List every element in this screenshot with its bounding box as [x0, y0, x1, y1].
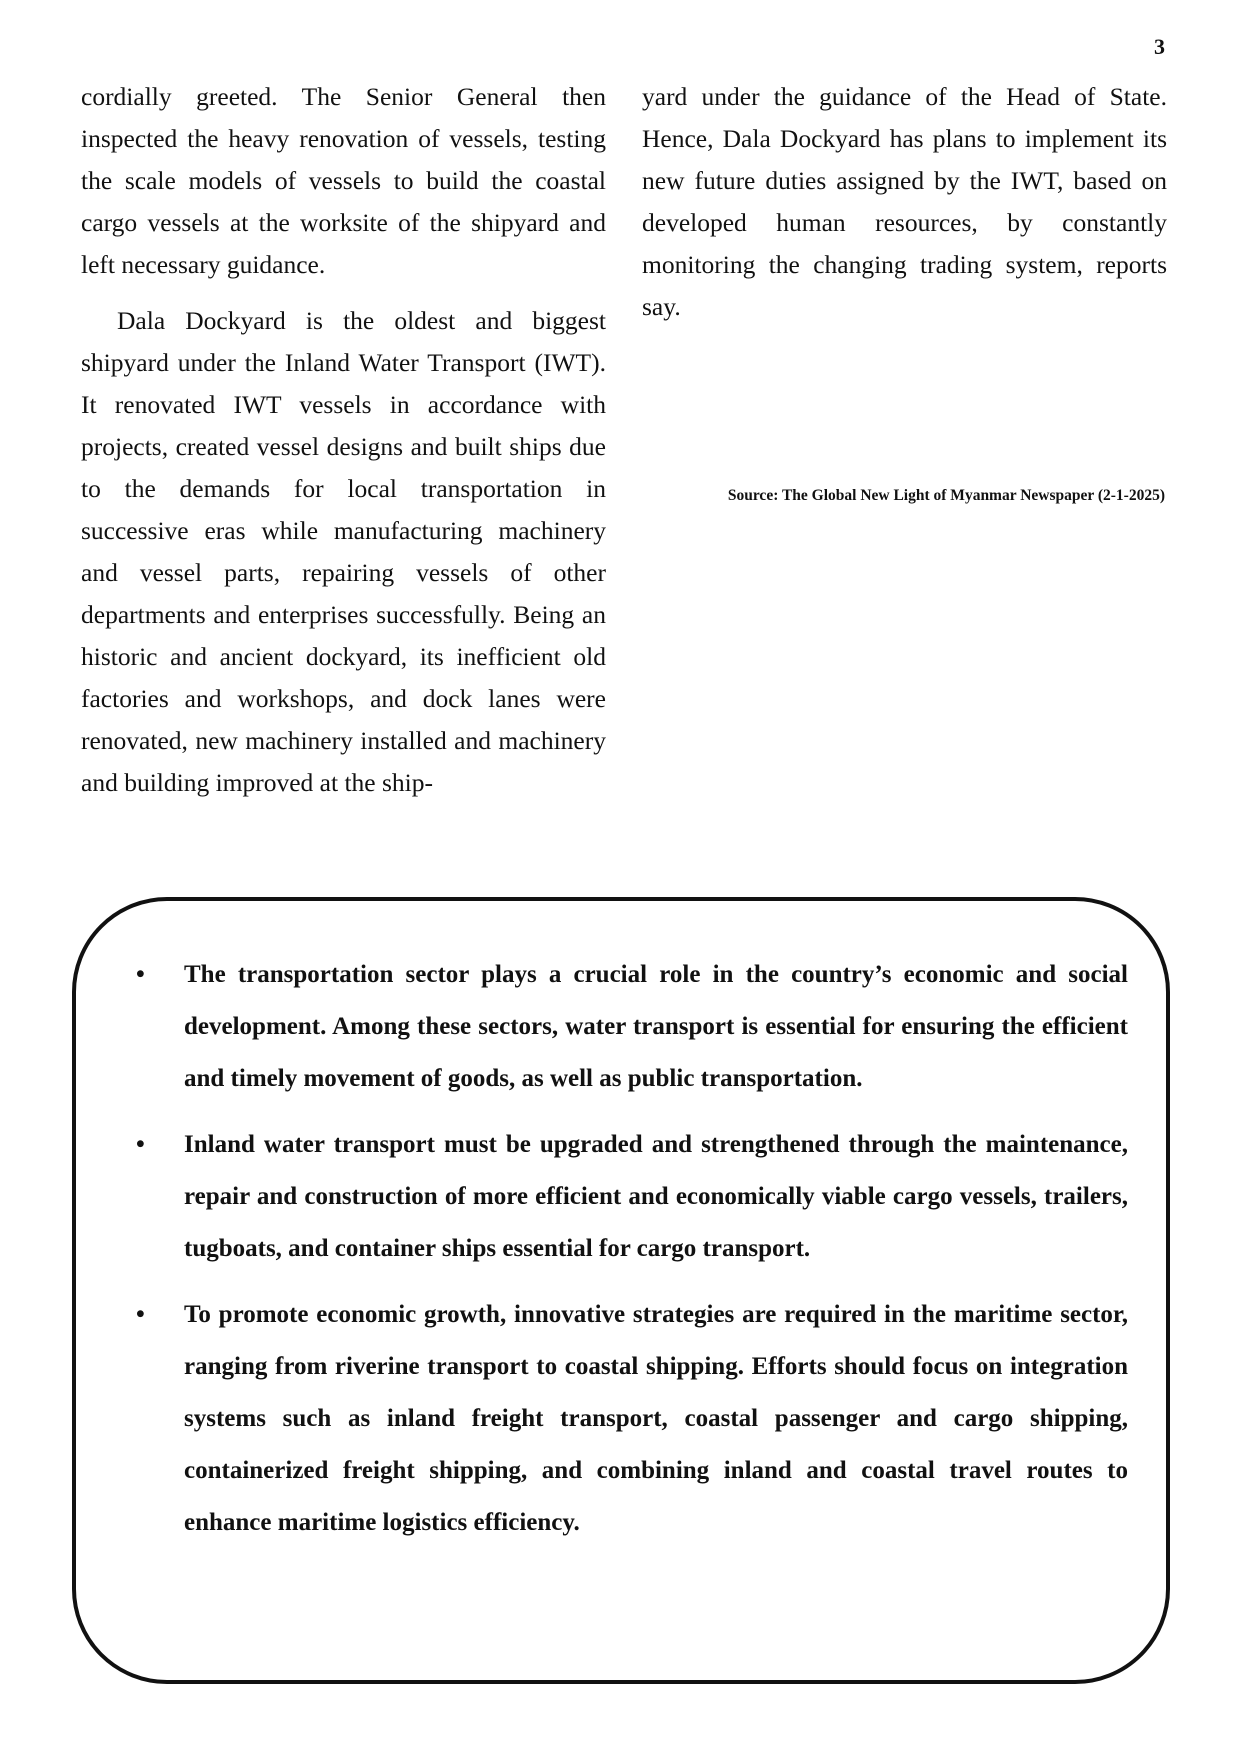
left-paragraph-1: cordially greeted. The Senior General then inspected the heavy renovation of vessels, testing the scale models of vessels to build the coastal cargo vessels at the worksite of the shipyard and left necessary guidance. [81, 82, 606, 279]
left-paragraph-2: Dala Dockyard is the oldest and biggest shipyard under the Inland Water Transport (IWT). It renovated IWT vessels in accordance with projects, created vessel designs and built ships due to the demands for local transportation in successive eras while manufacturing machinery and vessel parts, repairing vessels of other departments and enterprises successfully. Being an historic and ancient dockyard, its inefficient old factories and workshops, and dock lanes were renovated, new machinery installed and machinery and building improved at the ship- [81, 306, 606, 797]
bullet-icon: • [136, 1301, 145, 1328]
page-number: 3 [1154, 34, 1165, 59]
bullet-icon: • [136, 1131, 145, 1158]
key-point-text: The transportation sector plays a crucial role in the country’s economic and social development. Among these sectors, water transport is essential for ensuring the efficient and timely movement of goods, as well as public transportation. [184, 961, 1128, 1092]
bullet-icon: • [136, 961, 145, 988]
key-points-list [116, 949, 1128, 1549]
source-citation: Source: The Global New Light of Myanmar Newspaper (2-1-2025) [727, 487, 1165, 504]
right-text-column [642, 76, 1167, 342]
right-paragraph-1: yard under the guidance of the Head of State. Hence, Dala Dockyard has plans to implement its new future duties assigned by the IWT, based on developed human resources, by constantly monitoring the changing trading system, reports say. [642, 82, 1167, 321]
key-point-text: Inland water transport must be upgraded and strengthened through the maintenance, repair and construction of more efficient and economically viable cargo vessels, trailers, tugboats, and container ships essential for cargo transport. [184, 1131, 1128, 1262]
key-points-box [72, 897, 1170, 1684]
key-point-item [116, 1119, 1128, 1275]
key-point-item [116, 1289, 1128, 1549]
key-point-item [116, 949, 1128, 1105]
key-point-text: To promote economic growth, innovative strategies are required in the maritime sector, ranging from riverine transport to coastal shipping. Efforts should focus on integration systems such as inland freight transport, coastal passenger and cargo shipping, containerized freight shipping, and combining inland and coastal travel routes to enhance maritime logistics efficiency. [184, 1301, 1128, 1536]
left-text-column [81, 76, 606, 818]
